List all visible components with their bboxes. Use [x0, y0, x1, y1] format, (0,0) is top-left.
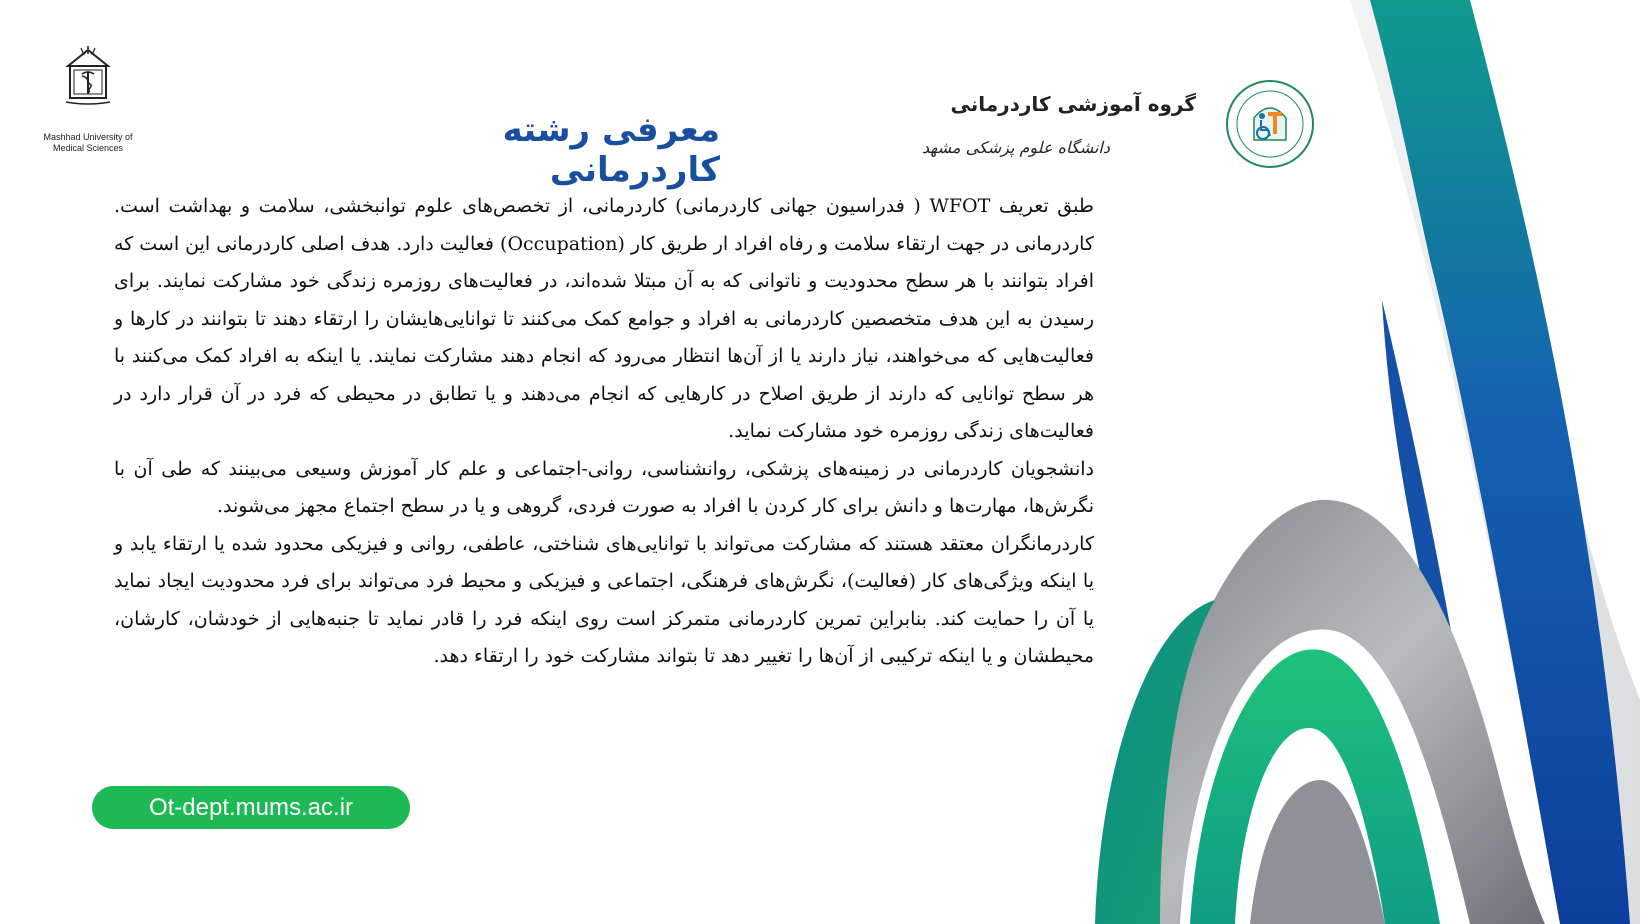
- department-subtitle: دانشگاه علوم پزشکی مشهد: [921, 138, 1110, 157]
- website-link[interactable]: Ot-dept.mums.ac.ir: [92, 786, 410, 829]
- university-name-line2: Medical Sciences: [52, 143, 124, 153]
- paragraph-1: طبق تعریف WFOT ( فدراسیون جهانی کاردرمانی) کاردرمانی، از تخصص‌های علوم توانبخشی، سلامت و بهداشت است. کاردرمانی در جهت ارتقاء سلامت و رفاه افراد ار طریق کار (Occupation) فعالیت دارد. هدف اصلی کاردرمانی این است که افراد بتوانند با هر سطح محدودیت و ناتوانی که به آن مبتلا شده‌اند، در فعالیت‌های روزمره زندگی خود مشارکت نمایند. برای رسیدن به این هدف متخصصین کاردرمانی به افراد و جوامع کمک می‌کنند تا توانایی‌هایشان را ارتقاء دهند تا بتوانند در کارها و فعالیت‌هایی که می‌خواهند، نیاز دارند یا از آن‌ها انتظار می‌رود که انجام دهند مشارکت نمایند. یا اینکه به افراد کمک می‌کنند با هر سطح توانایی که دارند از طریق اصلاح در کارهایی که انجام می‌دهند و یا تطابق در محیطی که فرد در آن قرار دارد در فعالیت‌های زندگی روزمره خود مشارکت نماید.: [114, 195, 1094, 442]
- paragraph-2: دانشجویان کاردرمانی در زمینه‌های پزشکی، روانشناسی، روانی-اجتماعی و علم کار آموزش وسیعی می‌بینند که طی آن با نگرش‌ها، مهارت‌ها و دانش برای کار کردن با افراد به صورت فردی، گروهی و یا در سطح اجتماع مجهز می‌شوند.: [114, 457, 1094, 517]
- department-logo: [1224, 78, 1316, 170]
- university-name-line1: Mashhad University of: [43, 132, 133, 142]
- university-logo: [28, 44, 148, 159]
- mums-crest-icon: [56, 44, 120, 108]
- ot-wheelchair-logo-icon: [1224, 78, 1316, 170]
- university-name: [28, 132, 148, 154]
- page-title: معرفی رشته کاردرمانی: [502, 110, 720, 190]
- body-text: [114, 188, 1094, 676]
- paragraph-3: کاردرمانگران معتقد هستند که مشارکت می‌تواند با توانایی‌های شناختی، عاطفی، روانی و فیزیکی محدود شده یا ارتقاء یابد و یا اینکه ویژگی‌های کار (فعالیت)، نگرش‌های فرهنگی، اجتماعی و فیزیکی و محیط فرد می‌تواند برای فرد محدودیت ایجاد نماید یا آن را حمایت کند. بنابراین تمرین کاردرمانی متمرکز است روی اینکه فرد را قادر نماید تا جنبه‌هایی از خودشان، کارشان، محیطشان و یا اینکه ترکیبی از آن‌ها را تغییر دهد تا بتواند مشارکت خود را ارتقاء دهد.: [114, 532, 1094, 667]
- department-title: گروه آموزشی کاردرمانی: [950, 92, 1196, 116]
